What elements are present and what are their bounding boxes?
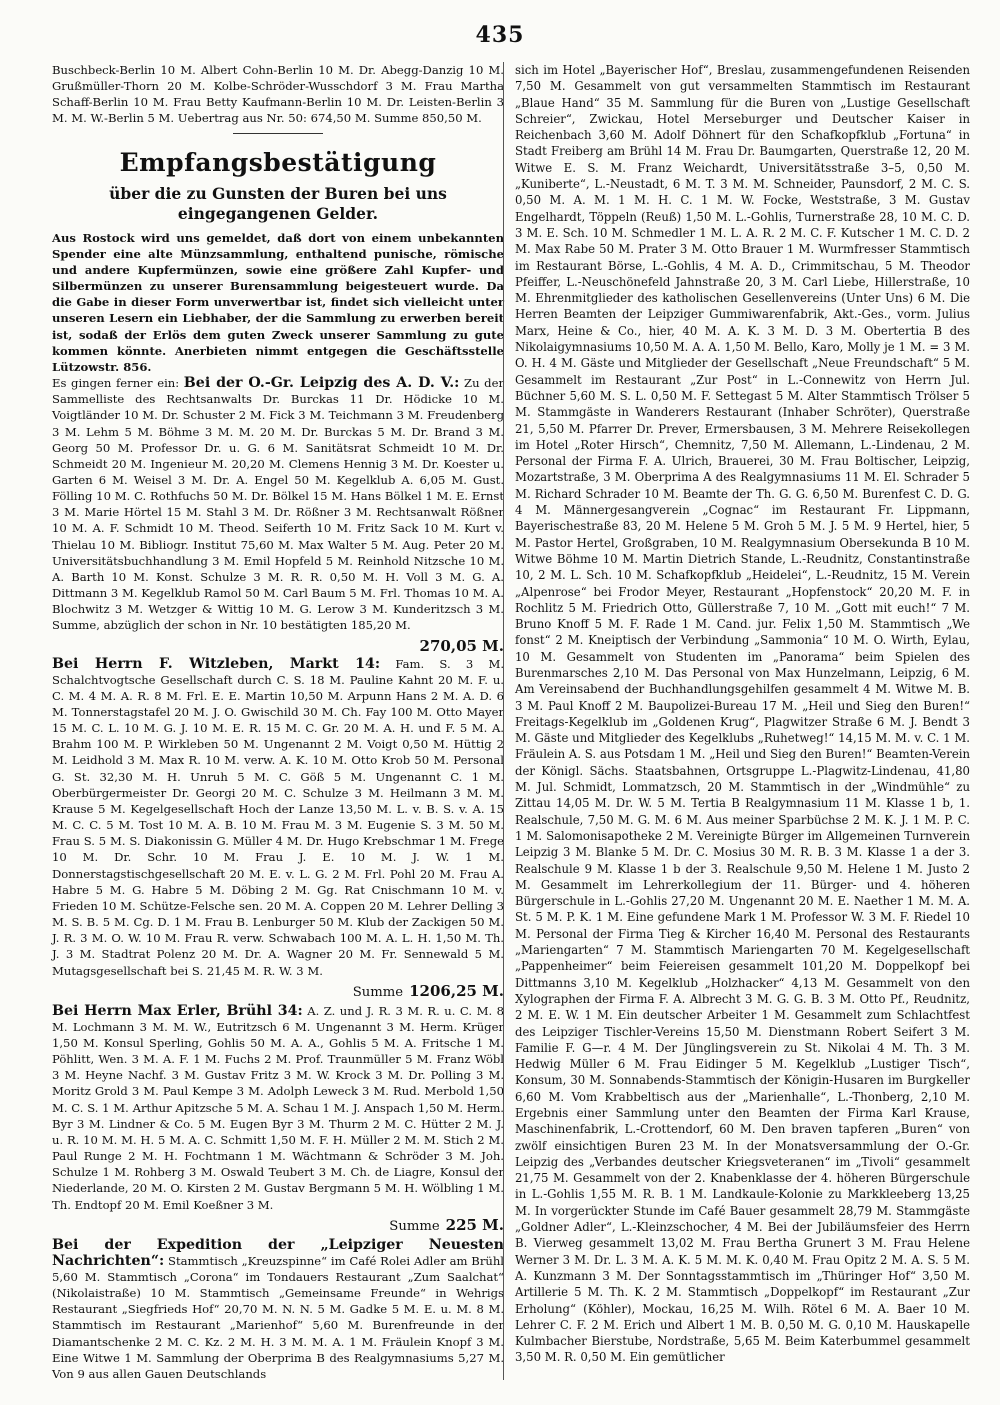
total-label: Summe	[389, 1218, 440, 1234]
section-rule	[233, 133, 323, 134]
section-total-witzleben	[52, 981, 504, 1003]
section-title-leipzig-ogr: Bei der O.-Gr. Leipzig des A. D. V.:	[183, 375, 460, 392]
right-column	[515, 62, 970, 1366]
notice-paragraph: Aus Rostock wird uns gemeldet, daß dort von einem unbekannten Spender eine alte Münzsammlung, enthaltend punische, römische und andere Kupfermünzen, sowie eine größere Zahl Kupfer- und Silbermünzen zu unserer Burensammlung beigesteuert wurde. Da die Gabe in dieser Form unverwertbar ist, findet sich vielleicht unter unseren Lesern ein Liebhaber, der die Sammlung zu erwerben bereit ist, sodaß der Erlös dem guten Zweck unserer Sammlung zu gute kommen könnte. Anerbieten nimmt entgegen die Geschäftsstelle Lützowstr. 856.	[52, 230, 504, 374]
total-value: 225 M.	[445, 1215, 504, 1234]
section-title-witzleben: Bei Herrn F. Witzleben, Markt 14:	[52, 655, 381, 672]
section-leipzig-ogr	[52, 375, 504, 634]
section-witzleben	[52, 656, 504, 979]
section-expedition	[52, 1237, 504, 1382]
carryover-paragraph: Buschbeck-Berlin 10 M. Albert Cohn-Berlin 10 M. Dr. Abegg-Danzig 10 M. Grußmüller-Thorn 20 M. Kolbe-Schröder-Wusschdorf 3 M. Frau Martha Schaff-Berlin 10 M. Frau Betty Kaufmann-Berlin 10 M. Dr. Leisten-Berlin 3 M. M. W.-Berlin 5 M. Uebertrag aus Nr. 50: 674,50 M. Summe 850,50 M.	[52, 63, 504, 126]
total-label: Summe	[352, 984, 404, 1000]
total-value: 1206,25 M.	[409, 981, 504, 1000]
section-lead: Es gingen ferner ein:	[52, 376, 180, 391]
section-body-witzleben: Fam. S. 3 M. Schalchtvogtsche Gesellschaft durch C. S. 18 M. Pauline Kahnt 20 M. F. u. C. M. 4 M. A. R. 8 M. Frl. E. E. Martin 10,50 M. Arpunn Hans 2 M. A. D. 6 M. Tonnerstagstafel 20 M. J. O. Gwischild 30 M. Ch. Fay 100 M. Otto Mayer 15 M. C. L. 10 M. G. J. 10 M. E. R. 15 M. C. Gr. 20 M. A. H. und F. 5 M. A. Brahm 100 M. P. Wirkleben 50 M. Ungenannt 2 M. Voigt 0,50 M. Hüttig 2 M. Leidhold 3 M. Max R. 10 M. verw. A. K. 10 M. Otto Krob 50 M. Personal G. St. 32,30 M. H. Unruh 5 M. C. Göß 5 M. Ungenannt C. 1 M. Oberbürgermeister Dr. Georgi 20 M. C. Schulze 3 M. Heilmann 3 M. M. Krause 5 M. Kegelgesellschaft Hoch der Lanze 13,50 M. L. v. B. S. v. A. 15 M. C. C. 5 M. Tost 10 M. A. B. 10 M. Frau M. 3 M. Eugenie S. 3 M. 50 M. Frau S. 5 M. S. Diakonissin G. Müller 4 M. Dr. Hugo Krebschmar 1 M. Frege 10 M. Dr. Schr. 10 M. Frau J. E. 10 M. J. W. 1 M. Donnerstagstischgesellschaft 20 M. E. v. L. G. 2 M. Frl. Pohl 20 M. Frau A. Habre 5 M. G. Habre 5 M. Döbing 2 M. Gg. Rat Cnischmann 10 M. v. Frieden 10 M. Schütze-Felsche sen. 20 M. A. Coppen 20 M. Lehrer Delling 3 M. S. B. 5 M. Cg. D. 1 M. Frau B. Lenburger 50 M. Klub der Zackigen 50 M. J. R. 3 M. O. W. 10 M. Frau R. verw. Schwabach 100 M. A. L. H. 1,50 M. Th. J. 3 M. Stadtrat Polenz 20 M. Dr. A. Wagner 20 M. Fr. Sennewald 5 M. Mutagsgesellschaft bei S. 21,45 M. R. W. 3 M.	[52, 656, 505, 978]
column-divider	[503, 62, 504, 1380]
left-column	[52, 62, 504, 1382]
subheadline: über die zu Gunsten der Buren bei uns eingegangenen Gelder.	[109, 183, 447, 223]
page-number: 435	[475, 22, 525, 48]
section-body-leipzig-ogr: Zu der Sammelliste des Rechtsanwalts Dr. Burckas 11 Dr. Hödicke 10 M. Voigtländer 10 M. Dr. Schuster 2 M. Fick 3 M. Teichmann 3 M. Freudenberg 3 M. Lehm 5 M. Böhme 3 M. M. 20 M. Dr. Burckas 5 M. Dr. Brand 3 M. Georg 50 M. Professor Dr. u. G. 6 M. Sanitätsrat Schmeidt 10 M. Dr. Schmeidt 20 M. Ingenieur M. 20,20 M. Clemens Hennig 3 M. Dr. Koester u. Garten 6 M. Weisel 3 M. Dr. A. Engel 50 M. Kegelklub A. 6,05 M. Gust. Fölling 10 M. C. Rothfuchs 50 M. Dr. Bölkel 15 M. Hans Bölkel 1 M. E. Ernst 3 M. Marie Hörtel 15 M. Stahl 3 M. Dr. Rößner 3 M. Rechtsanwalt Rößner 10 M. A. F. Schmidt 10 M. Theod. Seiferth 10 M. Fritz Sack 10 M. Kurt v. Thielau 10 M. Bibliogr. Institut 75,60 M. Max Walter 5 M. Aug. Peter 20 M. Universitätsbuchhandlung 3 M. Emil Hopfeld 5 M. Reinhold Nitzsche 10 M. A. Barth 10 M. Konst. Schulze 3 M. R. R. 0,50 M. H. Voll 3 M. G. A. Dittmann 3 M. Kegelklub Ramol 50 M. Carl Baum 5 M. Frl. Thomas 10 M. A. Blochwitz 3 M. Wetzger & Wittig 10 M. G. Lerow 3 M. Kunderitzsch 3 M. Summe, abzüglich der schon in Nr. 10 bestätigten 185,20 M.	[52, 376, 505, 633]
right-column-text: sich im Hotel „Bayerischer Hof“, Breslau, zusammengefundenen Reisenden 7,50 M. Gesammelt von gut versammelten Stammtisch im Restaurant „Blaue Hand“ 35 M. Sammlung für die Buren von „Lustige Gesellschaft Schreier“, Zwickau, Hotel Merseburger und Deutscher Kaiser in Reichenbach 3,60 M. Adolf Döhnert für den Schafkopfklub „Fortuna“ in Stadt Freiberg am Brühl 14 M. Frau Dr. Baumgarten, Querstraße 12, 20 M. Witwe E. S. M. Franz Weichardt, Universitätsstraße 3–5, 0,50 M. „Kuniberte“, L.-Neustadt, 6 M. T. 3 M. M. Schneider, Paunsdorf, 2 M. C. S. 0,50 M. A. M. 1 M. H. C. 1 M. W. Focke, Weststraße, 3 M. Gustav Engelhardt, Töppeln (Reuß) 1,50 M. L.-Gohlis, Turnerstraße 28, 10 M. C. D. 3 M. E. Sch. 10 M. Schmedler 1 M. L. A. R. 2 M. C. F. Kutscher 1 M. C. D. 2 M. Max Rabe 50 M. Prater 3 M. Otto Brauer 1 M. Wurmfresser Stammtisch im Restaurant Börse, L.-Gohlis, 4 M. A. D., Crimmitschau, 5 M. Theodor Pfeiffer, L.-Neuschönefeld Jahnstraße 20, 3 M. Carl Liebe, Hillerstraße, 10 M. Ehrenmitglieder des katholischen Gesellenvereins (Unter Uns) 6 M. Die Herren Beamten der Leipziger Gummiwarenfabrik, Akt.-Ges., vorm. Julius Marx, Heine & Co., hier, 40 M. A. K. 3 M. D. 3 M. Obertertia B des Nikolaigymnasiums 10,50 M. A. A. 1,50 M. Bello, Karo, Molly je 1 M. = 3 M. O. H. 4 M. Gäste und Mitglieder der Gesellschaft „Neue Freundschaft“ 5 M. Gesammelt im Restaurant „Zur Post“ in L.-Connewitz von Herrn Jul. Büchner 5,60 M. S. L. 0,50 M. F. Settegast 5 M. Alter Stammtisch Trölser 5 M. Stammgäste in Wanderers Restaurant (Inhaber Schröter), Querstraße 21, 5,50 M. Pfarrer Dr. Prever, Ermersbausen, 3 M. Mehrere Reisekollegen im Hotel „Roter Hirsch“, Chemnitz, 7,50 M. Allemann, L.-Lindenau, 2 M. Personal der Firma F. A. Ulrich, Brauerei, 30 M. Frau Boltischer, Leipzig, Mozartstraße, 3 M. Oberprima A des Realgymnasiums 11 M. El. Schrader 5 M. Richard Schrader 10 M. Beamte der Th. G. G. 6,50 M. Burenfest C. D. G. 4 M. Männergesangverein „Cognac“ im Restaurant Fr. Lippmann, Bayerischestraße 83, 20 M. Helene 5 M. Groh 5 M. J. 5 M. 9 Hertel, hier, 5 M. Pastor Hertel, Großgraben, 10 M. Realgymnasium Obersekunda B 10 M. Witwe Böhme 10 M. Martin Dietrich Stande, L.-Reudnitz, Constantinstraße 10, 2 M. L. Sch. 10 M. Schafkopfklub „Heidelei“, L.-Reudnitz, 15 M. Verein „Alpenrose“ bei Frodor Meyer, Restaurant „Hopfenstock“ 20,20 M. F. in Rochlitz 5 M. Friedrich Otto, Güllerstraße 7, 10 M. „Gott mit euch!“ 7 M. Bruno Knoff 5 M. F. Rade 1 M. Cand. jur. Felix 1,50 M. Stammtisch „We fonst“ 2 M. Kneiptisch der Verbindung „Sammonia“ 10 M. O. Wirth, Eylau, 10 M. Gesammelt von Studenten im „Panorama“ beim Spielen des Burenmarsches 2,10 M. Das Personal von Max Hunzelmann, Leipzig, 6 M. Am Vereinsabend der Buchhandlungsgehilfen gesammelt 4 M. Witwe M. B. 3 M. Paul Knoff 2 M. Baupolizei-Bureau 17 M. „Heil und Sieg den Buren!“ Freitags-Kegelklub im „Goldenen Krug“, Plagwitzer Straße 6 M. J. Bendt 3 M. Gäste und Mitglieder des Kegelklubs „Ruhetweg!“ 14,15 M. M. v. C. 1 M. Fräulein A. S. aus Potsdam 1 M. „Heil und Sieg den Buren!“ Beamten-Verein der Königl. Sächs. Staatsbahnen, Ortsgruppe L.-Plagwitz-Lindenau, 41,80 M. Jul. Schmidt, Lommatzsch, 20 M. Stammtisch in der „Windmühle“ zu Zittau 14,05 M. Dr. W. 5 M. Tertia B Realgymnasium 11 M. Klasse 1 b, 1. Realschule, 7,50 M. G. M. 6 M. Aus meiner Sparbüchse 2 M. K. J. 1 M. P. C. 1 M. Salomonisapotheke 2 M. Vereinigte Bürger im Allgemeinen Turnverein Leipzig 3 M. Blanke 5 M. Dr. C. Mosius 30 M. R. B. 3 M. Klasse 1 a der 3. Realschule 9 M. Klasse 1 b der 3. Realschule 9,50 M. Helene 1 M. Justo 2 M. Gesammelt im Lehrerkollegium der 11. Bürger- und 4. höheren Bürgerschule in L.-Gohlis 27,20 M. Ungenannt 20 M. E. Naether 1 M. M. A. St. 5 M. P. K. 1 M. Eine gefundene Mark 1 M. Professor W. 3 M. F. Riedel 10 M. Personal der Firma Tieg & Kircher 16,40 M. Personal des Restaurants „Mariengarten“ 7 M. Stammtisch Mariengarten 70 M. Kegelgesellschaft „Pappenheimer“ beim Feiereisen gesammelt 101,20 M. Doppelkopf bei Dittmanns 3,10 M. Kegelklub „Holzhacker“ 4,13 M. Gesammelt von den Xylographen der Firma F. A. Albrecht 3 M. G. G. B. 3 M. Otto Pf., Reudnitz, 2 M. E. W. 1 M. Ein deutscher Arbeiter 1 M. Gesammelt zum Schlachtfest des Leipziger Tischler-Vereins 15,50 M. Dienstmann Robert Seifert 3 M. Familie F. G—r. 4 M. Der Jünglingsverein zu St. Nikolai 4 M. Th. 3 M. Hedwig Müller 6 M. Frau Eidinger 5 M. Kegelklub „Lustiger Tisch“, Konsum, 30 M. Sonnabends-Stammtisch der Königin-Husaren im Burgkeller 6,60 M. Vom Krabbeltisch aus der „Marienhalle“, L.-Thonberg, 2,10 M. Ergebnis einer Sammlung unter den Beamten der Firma Karl Krause, Maschinenfabrik, L.-Crottendorf, 60 M. Den braven tapferen „Buren“ von zwölf einsichtigen Buren 23 M. In der Monatsversammlung der O.-Gr. Leipzig des „Verbandes deutscher Kriegsveteranen“ im „Tivoli“ gesammelt 21,75 M. Gesammelt von der 2. Knabenklasse der 4. höheren Bürgerschule in L.-Gohlis 1,55 M. R. B. 1 M. Landkaule-Kolonie zu Markkleeberg 13,25 M. In vorgerückter Stunde im Café Bauer gesammelt 28,79 M. Stammgäste „Goldner Adler“, L.-Kleinzschocher, 4 M. Bei der Jubiläumsfeier des Herrn B. Vierweg gesammelt 13,02 M. Frau Bertha Grunert 3 M. Frau Helene Werner 3 M. Dr. L. 3 M. A. K. 5 M. M. K. 0,40 M. Frau Opitz 2 M. A. S. 5 M. A. Kunzmann 3 M. Der Sonntagsstammtisch im „Thüringer Hof“ 3,50 M. Artillerie 5 M. Th. K. 2 M. Stammtisch „Doppelkopf“ im Restaurant „Zur Erholung“ (Köhler), Mockau, 16,25 M. Wilh. Rötel 6 M. A. Baer 10 M. Lehrer C. F. 2 M. Erich und Albert 1 M. B. 0,50 M. G. 0,10 M. Hauskapelle Kulmbacher Bierstube, Nordstraße, 5,65 M. Beim Katerbummel gesammelt 3,50 M. R. 0,50 M. Ein gemütlicher	[515, 63, 970, 1365]
section-body-erler: A. Z. und J. R. 3 M. R. u. C. M. 8 M. Lochmann 3 M. M. W., Eutritzsch 6 M. Ungenannt 3 M. Herm. Krüger 1,50 M. Konsul Sperling, Gohlis 50 M. A. A., Gohlis 5 M. A. Fritsche 1 M. Pöhlitt, Wen. 3 M. A. F. 1 M. Fuchs 2 M. Prof. Traunmüller 5 M. Franz Wöbl 3 M. Heyne Nachf. 3 M. Gustav Fritz 3 M. W. Krock 3 M. Dr. Polling 3 M. Moritz Grold 3 M. Paul Kempe 3 M. Adolph Leweck 3 M. Rud. Merbold 1,50 M. C. S. 1 M. Arthur Apitzsche 5 M. A. Schau 1 M. J. Anspach 1,50 M. Herm. Byr 3 M. Lindner & Co. 5 M. Eugen Byr 3 M. Thurm 2 M. C. Hütter 2 M. J. u. R. 10 M. M. H. 5 M. A. C. Schmitt 1,50 M. F. H. Müller 2 M. M. Stich 2 M. Paul Runge 2 M. H. Fochtmann 1 M. Wächtmann & Schröder 3 M. Joh. Schulze 1 M. Rohberg 3 M. Oswald Teubert 3 M. Ch. de Liagre, Konsul der Niederlande, 20 M. O. Kirsten 2 M. Gustav Bergmann 5 M. H. Wölbling 1 M. Th. Endtopf 20 M. Emil Koeßner 3 M.	[52, 1003, 504, 1212]
section-title-erler: Bei Herrn Max Erler, Brühl 34:	[52, 1002, 303, 1019]
section-erler	[52, 1003, 504, 1213]
section-title-expedition: Bei der Expedition der „Leipziger Neuesten Nachrichten“:	[52, 1236, 504, 1269]
section-total-erler	[52, 1215, 504, 1237]
section-body-expedition: Stammtisch „Kreuzspinne“ im Café Rolei Adler am Brühl 5,60 M. Stammtisch „Corona“ im Tondauers Restaurant „Zum Saalchat“ (Nikolaistraße) 10 M. Stammtisch „Gemeinsame Freunde“ in Wehrigs Restaurant „Siegfrieds Hof“ 20,70 M. N. N. 5 M. Gadke 5 M. E. u. M. 8 M. Stammtisch im Restaurant „Marienhof“ 5,60 M. Burenfreunde in der Diamantschenke 2 M. C. Kz. 2 M. H. 3 M. M. A. 1 M. Fräulein Knopf 3 M. Eine Witwe 1 M. Sammlung der Oberprima B des Realgymnasiums 5,27 M. Von 9 aus allen Gauen Deutschlands	[52, 1253, 504, 1381]
headline: Empfangsbestätigung	[119, 147, 437, 177]
section-total-leipzig-ogr: 270,05 M.	[419, 636, 504, 655]
